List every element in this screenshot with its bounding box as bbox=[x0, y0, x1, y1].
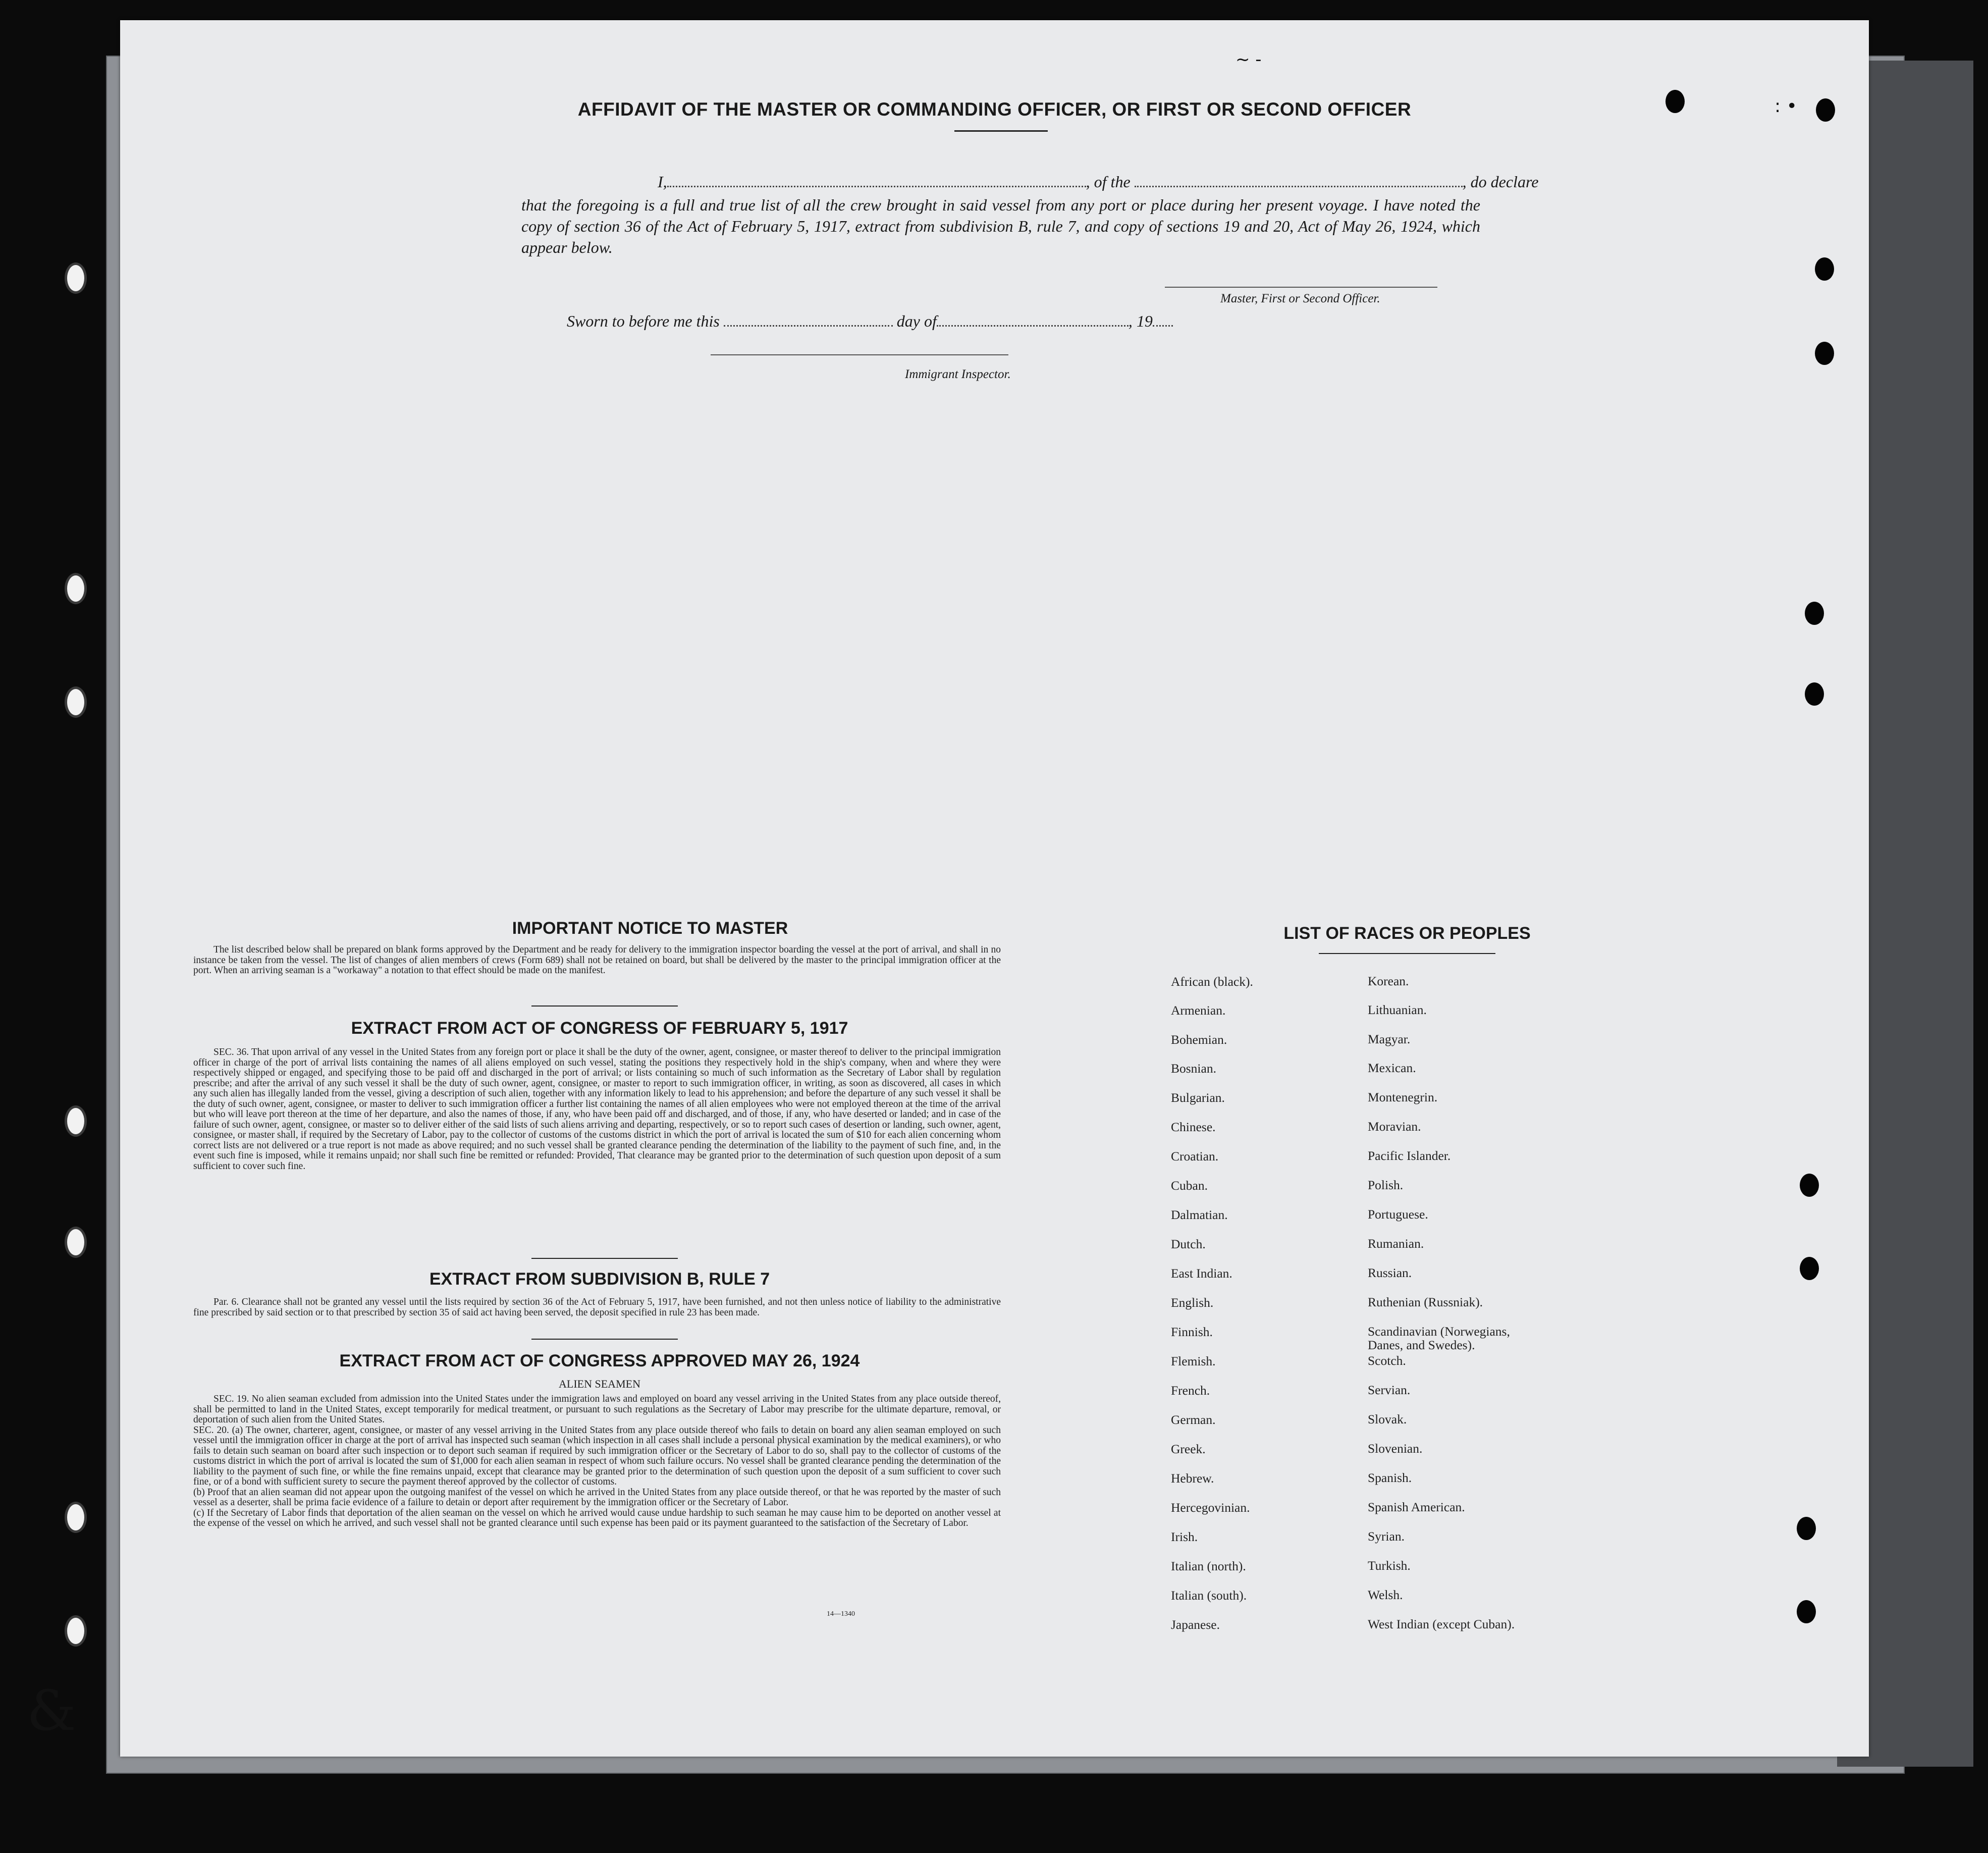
race-item: East Indian. bbox=[1171, 1266, 1232, 1281]
affidavit-title: AFFIDAVIT OF THE MASTER OR COMMANDING OFFICER, OR FIRST OR SECOND OFFICER bbox=[577, 99, 1412, 120]
extract-rule7-title: EXTRACT FROM SUBDIVISION B, RULE 7 bbox=[429, 1269, 770, 1289]
race-item: German. bbox=[1171, 1412, 1216, 1427]
name-field[interactable] bbox=[667, 186, 1086, 187]
race-item: Portuguese. bbox=[1368, 1207, 1428, 1222]
punch-hole bbox=[1815, 342, 1834, 365]
notice-title: IMPORTANT NOTICE TO MASTER bbox=[512, 919, 788, 938]
binder-hole bbox=[65, 1615, 87, 1647]
divider bbox=[531, 1339, 678, 1340]
pen-mark: ~ - bbox=[1235, 49, 1262, 70]
race-item: Italian (north). bbox=[1171, 1559, 1246, 1573]
binder-hole bbox=[65, 1502, 87, 1533]
affidavit-body: that the foregoing is a full and true list of all the crew brought in said vessel from any port or place during her present voyage. I have noted the copy of section 36 of the Act of February 5, 1917, extract from subdivision B, rule 7, and copy of sections 19 and 20, Act of May 26, 1924, which appear below. bbox=[521, 196, 1480, 256]
race-item: Rumanian. bbox=[1368, 1236, 1424, 1251]
race-item: Dalmatian. bbox=[1171, 1207, 1228, 1222]
binder-hole bbox=[65, 262, 87, 294]
race-item: Pacific Islander. bbox=[1368, 1148, 1451, 1163]
i-label: I, bbox=[658, 173, 667, 191]
extract-1917-title: EXTRACT FROM ACT OF CONGRESS OF FEBRUARY 5, 1917 bbox=[351, 1019, 848, 1038]
race-item: Japanese. bbox=[1171, 1617, 1220, 1632]
extract-1924-text: SEC. 19. No alien seaman excluded from admission into the United States under the immigration laws and employed on board any vessel arriving in the United States from any place outside thereof, shall be permitted to land in the United States, except temporarily for medical treatment, or pursuant to such regulations as the Secretary of Labor may prescribe for the ultimate departure, removal, or deportation of such alien from the United States. SEC. 20. (a) The owner, charterer, agent, consignee, or master of any vessel arriving in the United States from any place outside thereof who fails to detain on board any alien seaman employed on such vessel until the immigration officer in charge at the port of arrival has inspected such seaman (which inspection in all cases shall include a personal physical examination by the medical examiners), or who fails to detain such seaman on board after such inspection or to deport such seaman if required by such immigration officer or the Secretary of Labor to do so, shall pay to the collector of customs of the customs district in which the port of arrival is located the sum of $1,000 for each alien seaman in respect of whom such failure occurs. No vessel shall be granted clearance pending the determination of the liability to the payment of such fine, or while the fine remains unpaid, except that clearance may be granted prior to the determination of such question upon the deposit of a sum sufficient to cover such fine, or of a bond with sufficient surety to secure the payment thereof approved by the collector of customs. (b) Proof that an alien seaman did not appear upon the outgoing manifest of the vessel on which he arrived in the United States from any place outside thereof, or that he was reported by the master of such vessel as a deserter, shall be prima facie evidence of a failure to detain or deport after requirement by the immigration officer or the Secretary of Labor. (c) If the Secretary of Labor finds that deportation of the alien seaman on the vessel on which he arrived would cause undue hardship to such seaman he may cause him to be deported on another vessel at the expense of the vessel on which he arrived, and such vessel shall not be granted clearance until such expense has been paid or its payment guaranteed to the satisfaction of the Secretary of Labor. bbox=[193, 1394, 1001, 1528]
binder-hole bbox=[65, 1105, 87, 1137]
race-item: Syrian. bbox=[1368, 1529, 1405, 1544]
sworn-label: Sworn to before me this bbox=[567, 312, 720, 330]
extract-1917-text: SEC. 36. That upon arrival of any vessel in the United States from any foreign port or place it shall be the duty of the owner, agent, consignee, or master thereof to deliver to the principal immigration officer in charge of the port of arrival lists containing the names of all aliens employed on such vessel, stating the positions they respectively hold in the ship's company, when and where they were respectively shipped or engaged, and specifying those to be paid off and discharged in the port of arrival; or lists containing so much of such information as the Secretary of Labor shall by regulation prescribe; and after the arrival of any such vessel it shall be the duty of such owner, agent, consignee, or master to report to such immigration officer, in writing, as soon as discovered, all cases in which any such alien has illegally landed from the vessel, giving a description of such alien, together with any information likely to lead to his apprehension; and before the departure of any such vessel it shall be the duty of such owner, agent, consignee, or master to deliver to such immigration officer a further list containing the names of all alien employees who were not employed thereon at the time of the arrival but who will leave port thereon at the time of her departure, and also the names of those, if any, who have been paid off and discharged, and of those, if any, who have deserted or landed; and in case of the failure of such owner, agent, consignee, or master so to deliver either of the said lists of such aliens arriving and departing, respectively, or so to report such cases of desertion or landing, such owner, agent, consignee, or master shall, if required by the Secretary of Labor, pay to the collector of customs of the customs district in which the port of arrival is located the sum of $10 for each alien concerning whom correct lists are not delivered or a true report is not made as above required; and no such vessel shall be granted clearance pending the determination of the liability to the payment of such fine, and, in the event such fine is imposed, while it remains unpaid; nor shall such fine be remitted or refunded: Provided, That clearance may be granted prior to the determination of such question upon deposit of a sum sufficient to cover such fine. bbox=[193, 1047, 1001, 1172]
race-item: Polish. bbox=[1368, 1178, 1404, 1192]
binder-hole bbox=[65, 1227, 87, 1258]
race-item: West Indian (except Cuban). bbox=[1368, 1617, 1515, 1631]
race-item: Magyar. bbox=[1368, 1032, 1411, 1046]
race-item: Turkish. bbox=[1368, 1558, 1411, 1573]
vessel-field[interactable] bbox=[1135, 186, 1463, 187]
race-item: Mexican. bbox=[1368, 1061, 1416, 1075]
do-declare-label: , do declare bbox=[1462, 173, 1539, 191]
notice-text: The list described below shall be prepared on blank forms approved by the Department and be ready for delivery to the immigration inspector boarding the vessel at the port of arrival, and shall in no instance be taken from the vessel. The list of changes of alien members of crews (Form 689) shall not be retained on board, but shall be delivered by the master to the principal immigration officer at the port. When an arriving seaman is a "workaway" a notation to that effect should be made on the manifest. bbox=[193, 944, 1001, 976]
day-of-label: day of bbox=[896, 312, 937, 330]
day-field[interactable] bbox=[724, 325, 893, 327]
race-item: Armenian. bbox=[1171, 1003, 1226, 1018]
race-item: Croatian. bbox=[1171, 1149, 1219, 1163]
sworn-line bbox=[567, 312, 1173, 331]
punch-hole bbox=[1800, 1174, 1819, 1197]
divider bbox=[531, 1005, 678, 1007]
race-item: Chinese. bbox=[1171, 1120, 1216, 1134]
extract-1924-title: EXTRACT FROM ACT OF CONGRESS APPROVED MAY 26, 1924 bbox=[339, 1351, 860, 1370]
alien-seamen-subtitle: ALIEN SEAMEN bbox=[559, 1378, 640, 1390]
race-item: Dutch. bbox=[1171, 1237, 1206, 1251]
master-caption: Master, First or Second Officer. bbox=[1220, 292, 1380, 305]
divider bbox=[1319, 953, 1495, 954]
punch-hole bbox=[1805, 682, 1824, 706]
race-item: Slovenian. bbox=[1368, 1441, 1423, 1456]
year-label: , 19 bbox=[1128, 312, 1153, 330]
binder-hole bbox=[65, 573, 87, 604]
race-item: French. bbox=[1171, 1383, 1210, 1398]
race-item: Welsh. bbox=[1368, 1587, 1403, 1602]
month-field[interactable] bbox=[937, 325, 1129, 327]
race-item: Montenegrin. bbox=[1368, 1090, 1438, 1104]
race-item: Spanish. bbox=[1368, 1470, 1412, 1485]
punch-hole bbox=[1797, 1517, 1816, 1540]
year-field[interactable] bbox=[1153, 325, 1173, 327]
race-item: Moravian. bbox=[1368, 1119, 1421, 1134]
form-page bbox=[27, 20, 1869, 1757]
affidavit-first-line bbox=[536, 173, 1596, 191]
race-item: Bulgarian. bbox=[1171, 1090, 1225, 1105]
races-title: LIST OF RACES OR PEOPLES bbox=[1283, 924, 1531, 943]
binder-hole bbox=[65, 686, 87, 718]
race-item: Flemish. bbox=[1171, 1354, 1216, 1368]
extract-rule7-text: Par. 6. Clearance shall not be granted any vessel until the lists required by section 36 of the Act of February 5, 1917, have been furnished, and not then unless notice of liability to the administrative fine prescribed by said section or to that prescribed by section 35 of said act having been served, the deposit specified in rule 23 has been made. bbox=[193, 1297, 1001, 1318]
pen-mark: : • bbox=[1775, 96, 1797, 117]
race-item: Hercegovinian. bbox=[1171, 1500, 1250, 1515]
race-item: Finnish. bbox=[1171, 1325, 1213, 1339]
race-item: Bosnian. bbox=[1171, 1061, 1216, 1076]
punch-hole bbox=[1805, 602, 1824, 625]
inspector-signature-line[interactable] bbox=[711, 354, 1008, 355]
race-item: Spanish American. bbox=[1368, 1500, 1465, 1514]
form-number: 14—1340 bbox=[827, 1610, 855, 1618]
race-item: Slovak. bbox=[1368, 1412, 1407, 1426]
punch-hole bbox=[1797, 1600, 1816, 1623]
race-item: Cuban. bbox=[1171, 1178, 1208, 1193]
of-the-label: , of the bbox=[1086, 173, 1131, 191]
race-item: English. bbox=[1171, 1295, 1214, 1310]
race-item: Servian. bbox=[1368, 1383, 1411, 1397]
punch-hole bbox=[1815, 257, 1834, 281]
race-item: Scandinavian (Norwegians, Danes, and Swedes). bbox=[1368, 1324, 1510, 1352]
master-signature-line[interactable] bbox=[1165, 287, 1437, 288]
divider bbox=[531, 1258, 678, 1259]
title-divider bbox=[954, 130, 1048, 132]
race-item: Russian. bbox=[1368, 1265, 1412, 1280]
race-item: Italian (south). bbox=[1171, 1588, 1247, 1603]
punch-hole bbox=[1800, 1257, 1819, 1280]
race-item: Greek. bbox=[1171, 1442, 1206, 1456]
race-item: Korean. bbox=[1368, 974, 1409, 988]
handwritten-mark: & bbox=[27, 1678, 76, 1743]
race-item: Ruthenian (Russniak). bbox=[1368, 1295, 1483, 1309]
inspector-caption: Immigrant Inspector. bbox=[905, 367, 1011, 381]
race-item: Irish. bbox=[1171, 1529, 1198, 1544]
race-item: Bohemian. bbox=[1171, 1032, 1227, 1047]
race-item: Lithuanian. bbox=[1368, 1002, 1427, 1017]
race-item: African (black). bbox=[1171, 974, 1253, 989]
race-item: Scotch. bbox=[1368, 1353, 1406, 1368]
race-item: Hebrew. bbox=[1171, 1471, 1214, 1486]
